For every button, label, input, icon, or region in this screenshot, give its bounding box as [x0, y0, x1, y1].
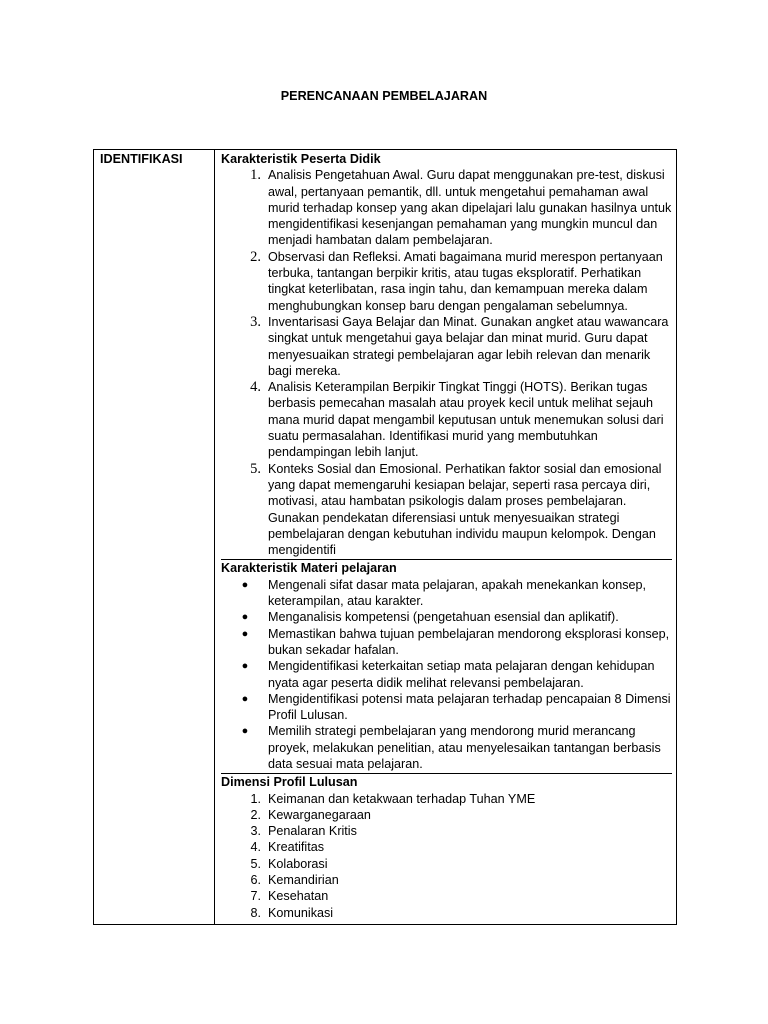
list-item — [221, 167, 672, 248]
list-item-text: Inventarisasi Gaya Belajar dan Minat. Gunakan angket atau wawancara singkat untuk mengetahui gaya belajar dan minat murid. Guru dapat menyesuaikan strategi pembelajaran agar lebih relevan dan menarik bagi mereka. — [268, 314, 669, 378]
row-label: IDENTIFIKASI — [94, 150, 215, 925]
list-item — [221, 872, 672, 888]
list-item-text: Konteks Sosial dan Emosional. Perhatikan faktor sosial dan emosional yang dapat memengaruhi kesiapan belajar, seperti rasa percaya diri, motivasi, atau hambatan psikologis dalam proses pembelajaran. Gunakan pendekatan diferensiasi untuk menyesuaikan strategi pembelajaran dengan kebutuhan individu maupun kelompok. Dengan mengidentifi — [268, 461, 662, 558]
list-item-text: Kreatifitas — [268, 840, 324, 855]
list-item — [221, 839, 672, 855]
numbered-list — [221, 167, 672, 558]
bullet-icon: ● — [241, 627, 249, 640]
list-item-text: Analisis Pengetahuan Awal. Guru dapat menggunakan pre-test, diskusi awal, pertanyaan pemantik, dll. untuk mengetahui pemahaman awal murid terhadap konsep yang akan dipelajari lalu gunakan hasilnya untuk mengidentifikasi kesenjangan pemahaman yang mungkin muncul dan menjadi hambatan dalam pembelajaran. — [268, 168, 672, 248]
list-item — [221, 658, 672, 691]
list-number: 5. — [250, 856, 261, 871]
list-item — [221, 823, 672, 839]
list-item — [221, 379, 672, 460]
numbered-list — [221, 791, 672, 921]
list-item — [221, 723, 672, 772]
list-item-text: Penalaran Kritis — [268, 824, 357, 839]
list-item-text: Kolaborasi — [268, 856, 328, 871]
list-item — [221, 888, 672, 904]
section-heading: Karakteristik Peserta Didik — [221, 152, 381, 166]
list-item — [221, 314, 672, 379]
list-item-text: Kewarganegaraan — [268, 807, 371, 822]
bullet-icon: ● — [241, 692, 249, 705]
list-item — [221, 461, 672, 559]
list-item-text: Kemandirian — [268, 873, 339, 888]
list-item-text: Kesehatan — [268, 889, 329, 904]
section-3 — [221, 774, 672, 922]
list-item — [221, 609, 672, 625]
bullet-list — [221, 577, 672, 773]
list-item-text: Keimanan dan ketakwaan terhadap Tuhan YME — [268, 791, 536, 806]
section-2 — [221, 560, 672, 774]
list-item-text: Mengenali sifat dasar mata pelajaran, apakah menekankan konsep, keterampilan, atau karakter. — [268, 577, 647, 609]
list-number: 7. — [250, 889, 261, 904]
list-number: 2. — [250, 807, 261, 822]
list-number: 3. — [250, 824, 261, 839]
list-number: 4. — [250, 379, 261, 396]
list-number: 5. — [250, 460, 261, 477]
list-number: 3. — [250, 313, 261, 330]
list-item — [221, 626, 672, 659]
list-item-text: Menganalisis kompetensi (pengetahuan esensial dan aplikatif). — [268, 610, 619, 625]
list-item-text: Memilih strategi pembelajaran yang mendorong murid merancang proyek, melakukan penelitian, atau menyelesaikan tantangan berbasis data sesuai mata pelajaran. — [268, 724, 661, 771]
list-number: 2. — [250, 248, 261, 265]
list-item — [221, 577, 672, 610]
list-item-text: Mengidentifikasi potensi mata pelajaran terhadap pencapaian 8 Dimensi Profil Lulusan. — [268, 691, 671, 723]
list-item — [221, 807, 672, 823]
section-heading: Dimensi Profil Lulusan — [221, 775, 358, 790]
bullet-icon: ● — [241, 725, 249, 738]
list-item — [221, 791, 672, 807]
list-item — [221, 905, 672, 921]
list-number: 1. — [250, 167, 261, 184]
list-item-text: Analisis Keterampilan Berpikir Tingkat Tinggi (HOTS). Berikan tugas berbasis pemecahan masalah atau proyek kecil untuk melihat sejauh mana murid dapat mengambil keputusan untuk menemukan solusi dari suatu permasalahan. Identifikasi murid yang membutuhkan pendampingan lebih lanjut. — [268, 380, 664, 460]
planning-table — [93, 149, 677, 925]
list-item — [221, 691, 672, 724]
document-title: PERENCANAAN PEMBELAJARAN — [280, 89, 488, 103]
table-row — [94, 150, 677, 925]
list-number: 1. — [250, 791, 261, 806]
list-item-text: Mengidentifikasi keterkaitan setiap mata pelajaran dengan kehidupan nyata agar peserta didik melihat relevansi pembelajaran. — [268, 659, 655, 690]
list-item-text: Observasi dan Refleksi. Amati bagaimana murid merespon pertanyaan terbuka, tantangan berpikir kritis, atau tugas eksploratif. Perhatikan tingkat keterlibatan, rasa ingin tahu, dan kemampuan mereka dalam menghubungkan konsep baru dengan pengalaman sebelumnya. — [268, 249, 663, 313]
list-number: 4. — [250, 840, 261, 855]
row-content — [215, 150, 677, 925]
bullet-icon: ● — [241, 660, 249, 673]
sections-container — [221, 151, 672, 922]
list-item — [221, 856, 672, 872]
bullet-icon: ● — [241, 611, 249, 624]
bullet-icon: ● — [241, 578, 249, 591]
list-item-text: Memastikan bahwa tujuan pembelajaran mendorong eksplorasi konsep, bukan sekadar hafalan. — [268, 626, 670, 657]
list-number: 8. — [250, 905, 261, 920]
list-item-text: Komunikasi — [268, 905, 334, 920]
section-1 — [221, 151, 672, 560]
list-number: 6. — [250, 873, 261, 888]
section-heading: Karakteristik Materi pelajaran — [221, 561, 397, 576]
list-item — [221, 249, 672, 314]
